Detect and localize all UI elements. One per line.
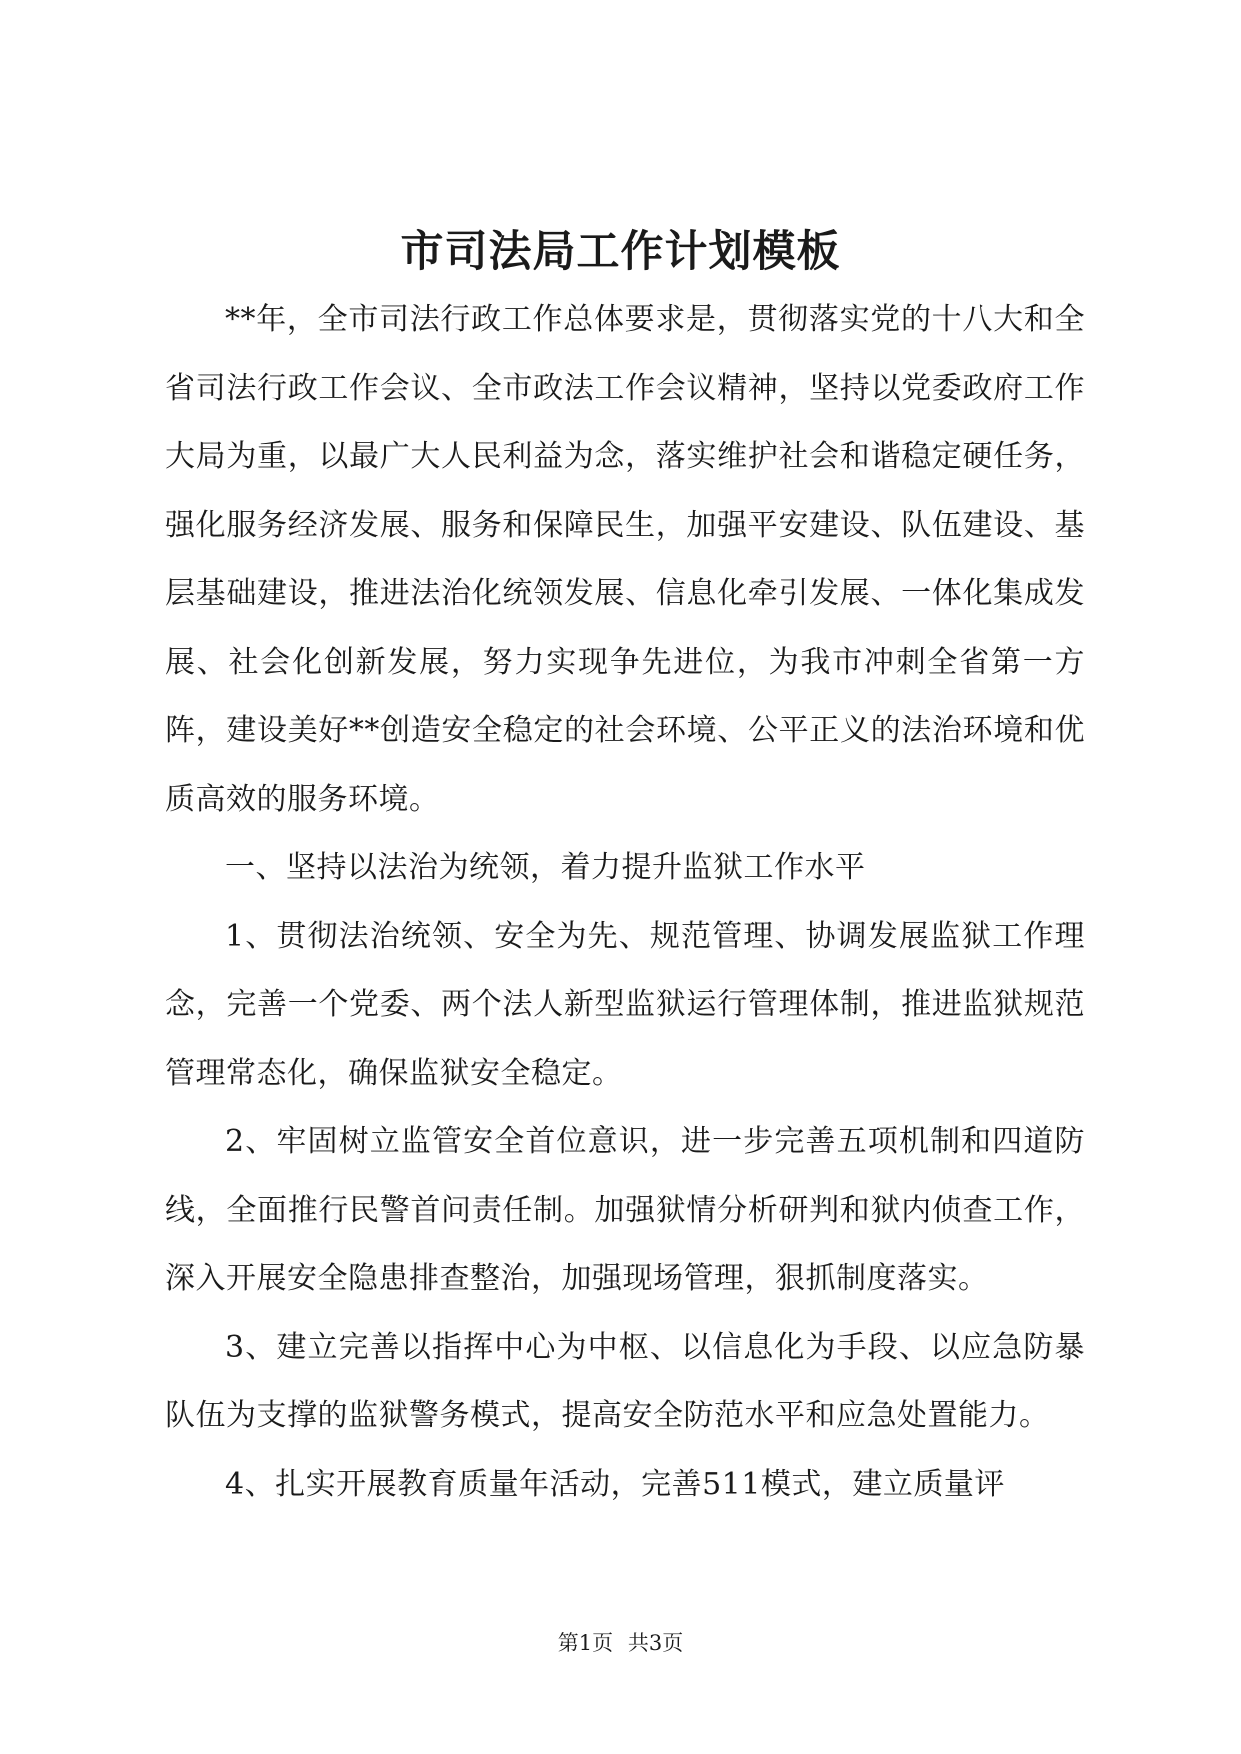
paragraph-item-1: 1、贯彻法治统领、安全为先、规范管理、协调发展监狱工作理念，完善一个党委、两个法人新型监狱运行管理体制，推进监狱规范管理常态化，确保监狱安全稳定。 <box>165 918 1085 1091</box>
paragraph-item-2: 2、牢固树立监管安全首位意识，进一步完善五项机制和四道防线，全面推行民警首问责任制。加强狱情分析研判和狱内侦查工作，深入开展安全隐患排查整治，加强现场管理，狠抓制度落实。 <box>165 1124 1085 1296</box>
page-title: 市司法局工作计划模板 <box>400 227 841 277</box>
paragraph-intro: **年，全市司法行政工作总体要求是，贯彻落实党的十八大和全省司法行政工作会议、全市政法工作会议精神，坚持以党委政府工作大局为重，以最广大人民利益为念，落实维护社会和谐稳定硬任务，强化服务经济发展、服务和保障民生，加强平安建设、队伍建设、基层基础建设，推进法治化统领发展、信息化牵引发展、一体化集成发展、社会化创新发展，努力实现争先进位，为我市冲刺全省第一方阵，建设美好**创造安全稳定的社会环境、公平正义的法治环境和优质高效的服务环境。 <box>165 302 1085 817</box>
page-number: 第1页 <box>557 1631 614 1655</box>
document-body <box>165 286 1085 1519</box>
page-footer <box>0 1628 1241 1658</box>
section-heading-1: 一、坚持以法治为统领，着力提升监狱工作水平 <box>225 850 866 885</box>
paragraph-item-3: 3、建立完善以指挥中心为中枢、以信息化为手段、以应急防暴队伍为支撑的监狱警务模式，提高安全防范水平和应急处置能力。 <box>165 1329 1085 1433</box>
page-total: 共3页 <box>627 1631 684 1655</box>
paragraph-item-4: 4、扎实开展教育质量年活动，完善511模式，建立质量评 <box>225 1466 1005 1502</box>
